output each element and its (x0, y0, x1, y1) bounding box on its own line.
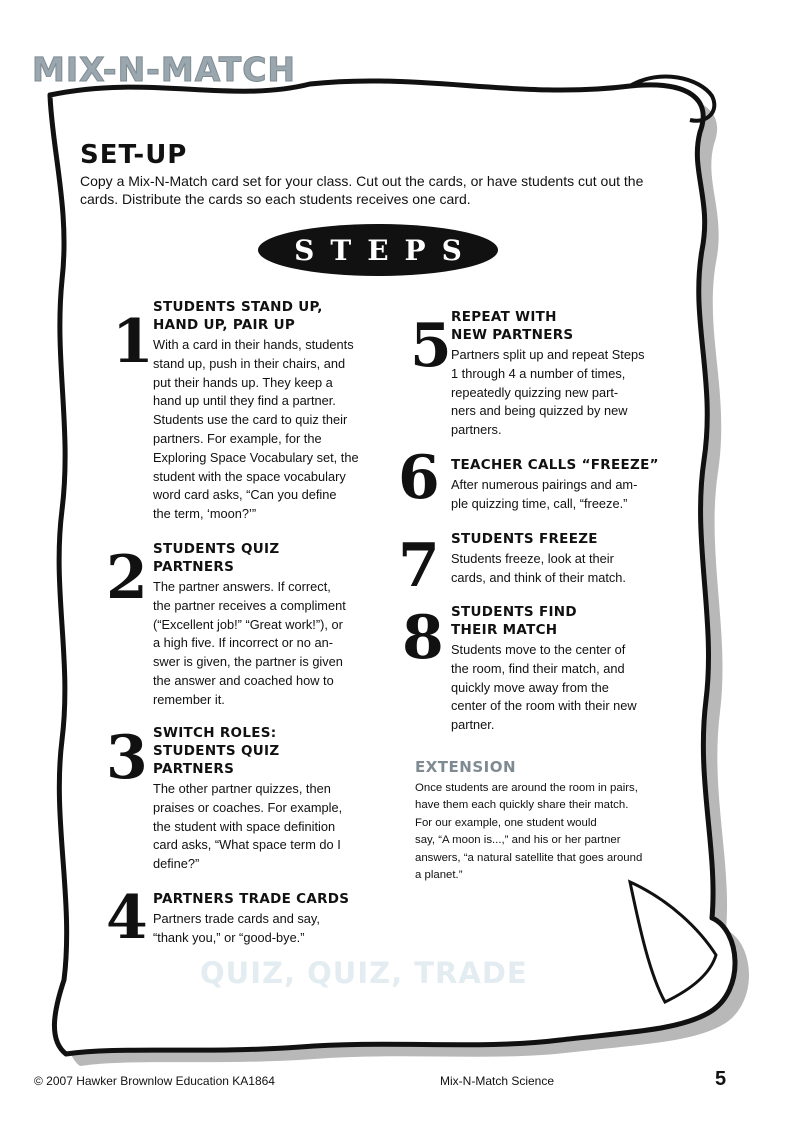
step-title-line: PARTNERS (153, 761, 235, 777)
footer-copyright: © 2007 Hawker Brownlow Education KA1864 (34, 1074, 275, 1088)
step-body-line: Students freeze, look at their (451, 551, 614, 566)
extension-line: answers, “a natural satellite that goes around (415, 851, 643, 864)
step-body-line: the answer and coached how to (153, 672, 334, 688)
step-body-line: define?” (153, 856, 200, 872)
step-body-line: Students use the card to quiz their (153, 412, 348, 428)
step-body-line: ners and being quizzed by new (451, 403, 628, 419)
step-title (451, 603, 701, 639)
step-body-line: praises or coaches. For example, (153, 799, 343, 815)
step-number: 1 (112, 307, 154, 377)
step-body (153, 336, 408, 524)
step-title-line: NEW PARTNERS (451, 327, 574, 343)
step-body-line: center of the room with their new (451, 698, 637, 714)
extension-line: a planet.” (415, 869, 463, 882)
extension-title: EXTENSION (415, 758, 517, 776)
footer-book-title: Mix-N-Match Science (440, 1074, 555, 1088)
step-body-line: stand up, push in their chairs, and (153, 355, 346, 371)
step-body (153, 910, 408, 948)
step-title-line: SWITCH ROLES: (153, 725, 277, 741)
step-title (153, 540, 398, 576)
step-body-line: word card asks, “Can you define (153, 487, 337, 503)
step-body-line: partners. (451, 422, 502, 438)
step-body-line: the term, ‘moon?’” (153, 506, 257, 522)
step-title (451, 530, 701, 548)
step-body-line: partners. For example, for the (153, 430, 322, 446)
extension-line: Once students are around the room in pairs, (415, 782, 638, 794)
step-body-line: hand up until they find a partner. (153, 393, 336, 409)
step-title (153, 724, 398, 778)
step-number: 3 (106, 723, 148, 793)
step-title-line: HAND UP, PAIR UP (153, 317, 296, 333)
step-body-line: the student with space definition (153, 818, 336, 834)
step-title-line: STUDENTS QUIZ (153, 541, 280, 557)
step-body-line: a high five. If incorrect or no an- (153, 635, 333, 651)
step-body-line: remember it. (153, 691, 225, 707)
step-body-line: student with the space vocabulary (153, 468, 346, 484)
step-title-line: THEIR MATCH (451, 622, 558, 638)
step-body (153, 578, 408, 710)
step-title (153, 890, 398, 908)
step-title-line: REPEAT WITH (451, 309, 557, 325)
step-body-line: cards, and think of their match. (451, 569, 626, 585)
step-title (451, 308, 701, 344)
step-number: 4 (106, 883, 148, 953)
step-body-line: 1 through 4 a number of times, (451, 365, 626, 381)
step-title (451, 456, 701, 474)
step-title-line: PARTNERS TRADE CARDS (153, 891, 350, 907)
step-body-line: swer is given, the partner is given (153, 654, 343, 670)
step-body-line: Exploring Space Vocabulary set, the (153, 449, 359, 465)
extension-line: For our example, one student would (415, 816, 597, 829)
extension-line: have them each quickly share their match. (415, 799, 629, 812)
page-number: 5 (715, 1068, 727, 1090)
step-title-line: STUDENTS STAND UP, (153, 299, 323, 315)
step-title (153, 298, 398, 334)
step-title-line: STUDENTS QUIZ (153, 743, 280, 759)
watermark-text: QUIZ, QUIZ, TRADE (200, 956, 528, 990)
step-number: 6 (398, 443, 440, 513)
step-body (451, 346, 711, 440)
step-number: 5 (410, 311, 452, 381)
step-body-line: The partner answers. If correct, (153, 579, 331, 594)
page-title: MIX-N-MATCH (32, 50, 297, 89)
step-body-line: put their hands up. They keep a (153, 374, 333, 390)
step-body (153, 780, 408, 874)
step-body-line: Partners trade cards and say, (153, 911, 320, 926)
step-body (451, 550, 711, 588)
step-body-line: After numerous pairings and am- (451, 477, 638, 492)
step-title-line: STUDENTS FREEZE (451, 531, 598, 547)
setup-text: Copy a Mix-N-Match card set for your class. Cut out the cards, or have students cut out the cards. Distribute the cards so each students receives one card. (80, 173, 644, 207)
step-body-line: card asks, “What space term do I (153, 837, 341, 853)
step-body-line: the room, find their match, and (451, 660, 625, 676)
setup-heading: SET-UP (80, 140, 188, 170)
step-body (451, 476, 711, 514)
step-number: 2 (106, 543, 148, 613)
step-body-line: The other partner quizzes, then (153, 781, 331, 796)
step-body-line: repeatedly quizzing new part- (451, 384, 619, 400)
step-body-line: quickly move away from the (451, 679, 609, 695)
step-body-line: (“Excellent job!” “Great work!”), or (153, 616, 343, 632)
step-body-line: “thank you,” or “good-bye.” (153, 929, 305, 945)
step-title-line: STUDENTS FIND (451, 604, 577, 620)
steps-banner: STEPS (258, 224, 498, 276)
step-number: 7 (398, 531, 440, 601)
step-body-line: With a card in their hands, students (153, 337, 354, 352)
step-body-line: the partner receives a compliment (153, 597, 346, 613)
extension-line: say, “A moon is...,” and his or her partner (415, 834, 621, 847)
step-body-line: ple quizzing time, call, “freeze.” (451, 495, 628, 511)
step-body (451, 641, 711, 735)
step-title-line: TEACHER CALLS “FREEZE” (451, 457, 659, 473)
step-body-line: Students move to the center of (451, 642, 626, 657)
step-body-line: partner. (451, 717, 495, 733)
step-title-line: PARTNERS (153, 559, 235, 575)
extension-text (415, 780, 705, 884)
step-number: 8 (402, 603, 444, 673)
step-body-line: Partners split up and repeat Steps (451, 347, 645, 362)
